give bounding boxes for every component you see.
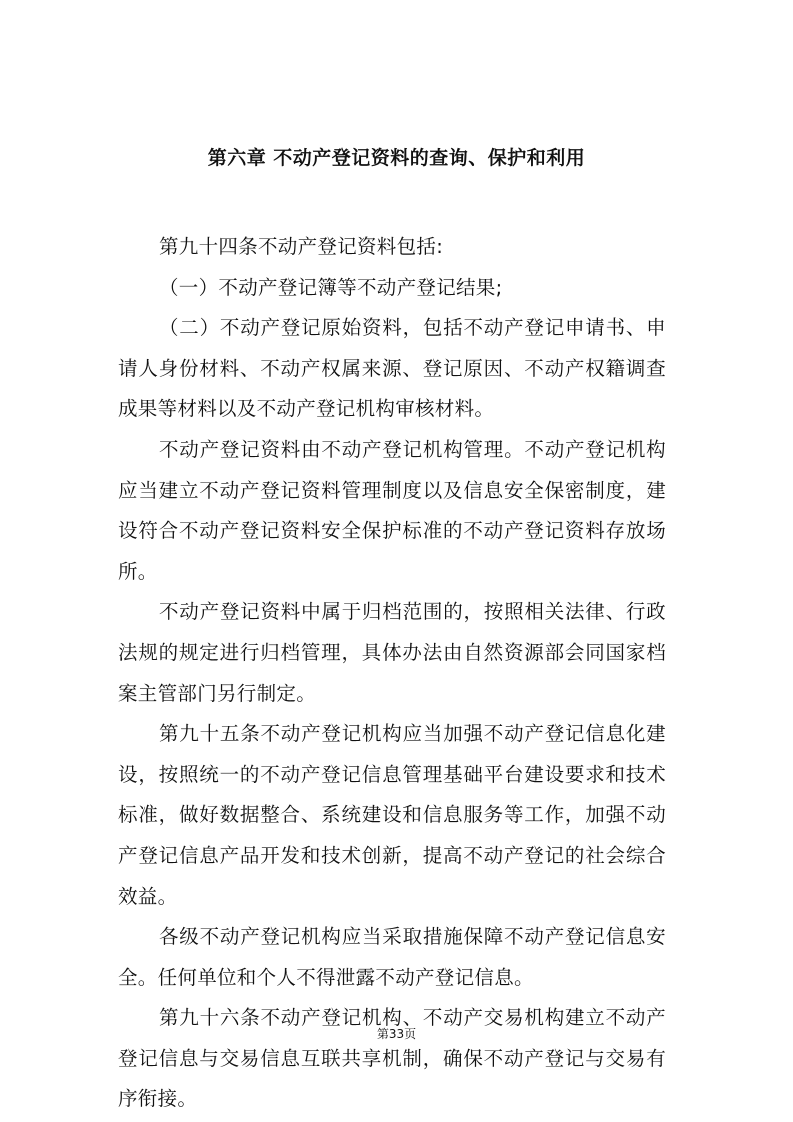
article-94-intro: 第九十四条不动产登记资料包括: [159, 235, 444, 258]
information-security-paragraph: 各级不动产登记机构应当采取措施保障不动产登记信息安全。任何单位和个人不得泄露不动产登记信息。 [118, 925, 666, 989]
records-management-paragraph: 不动产登记资料由不动产登记机构管理。不动产登记机构应当建立不动产登记资料管理制度以及信息安全保密制度，建设符合不动产登记资料安全保护标准的不动产登记资料存放场所。 [118, 437, 666, 583]
article-96-paragraph: 第九十六条不动产登记机构、不动产交易机构建立不动产登记信息与交易信息互联共享机制，确保不动产登记与交易有序衔接。 [118, 1006, 666, 1111]
chapter-title: 第六章 不动产登记资料的查询、保护和利用 [207, 147, 586, 169]
article-94-item-2: （二）不动产登记原始资料，包括不动产登记申请书、申请人身份材料、不动产权属来源、登记原因、不动产权籍调查成果等材料以及不动产登记机构审核材料。 [118, 316, 666, 421]
article-94-item-1: （一）不动产登记簿等不动产登记结果; [159, 275, 503, 299]
page-number: 第33页 [376, 1027, 417, 1041]
article-95-paragraph: 第九十五条不动产登记机构应当加强不动产登记信息化建设，按照统一的不动产登记信息管理基础平台建设要求和技术标准，做好数据整合、系统建设和信息服务等工作，加强不动产登记信息产品开发和技术创新，提高不动产登记的社会综合效益。 [118, 722, 666, 908]
archiving-paragraph: 不动产登记资料中属于归档范围的，按照相关法律、行政法规的规定进行归档管理，具体办法由自然资源部会同国家档案主管部门另行制定。 [118, 600, 666, 705]
document-body [118, 227, 666, 1120]
